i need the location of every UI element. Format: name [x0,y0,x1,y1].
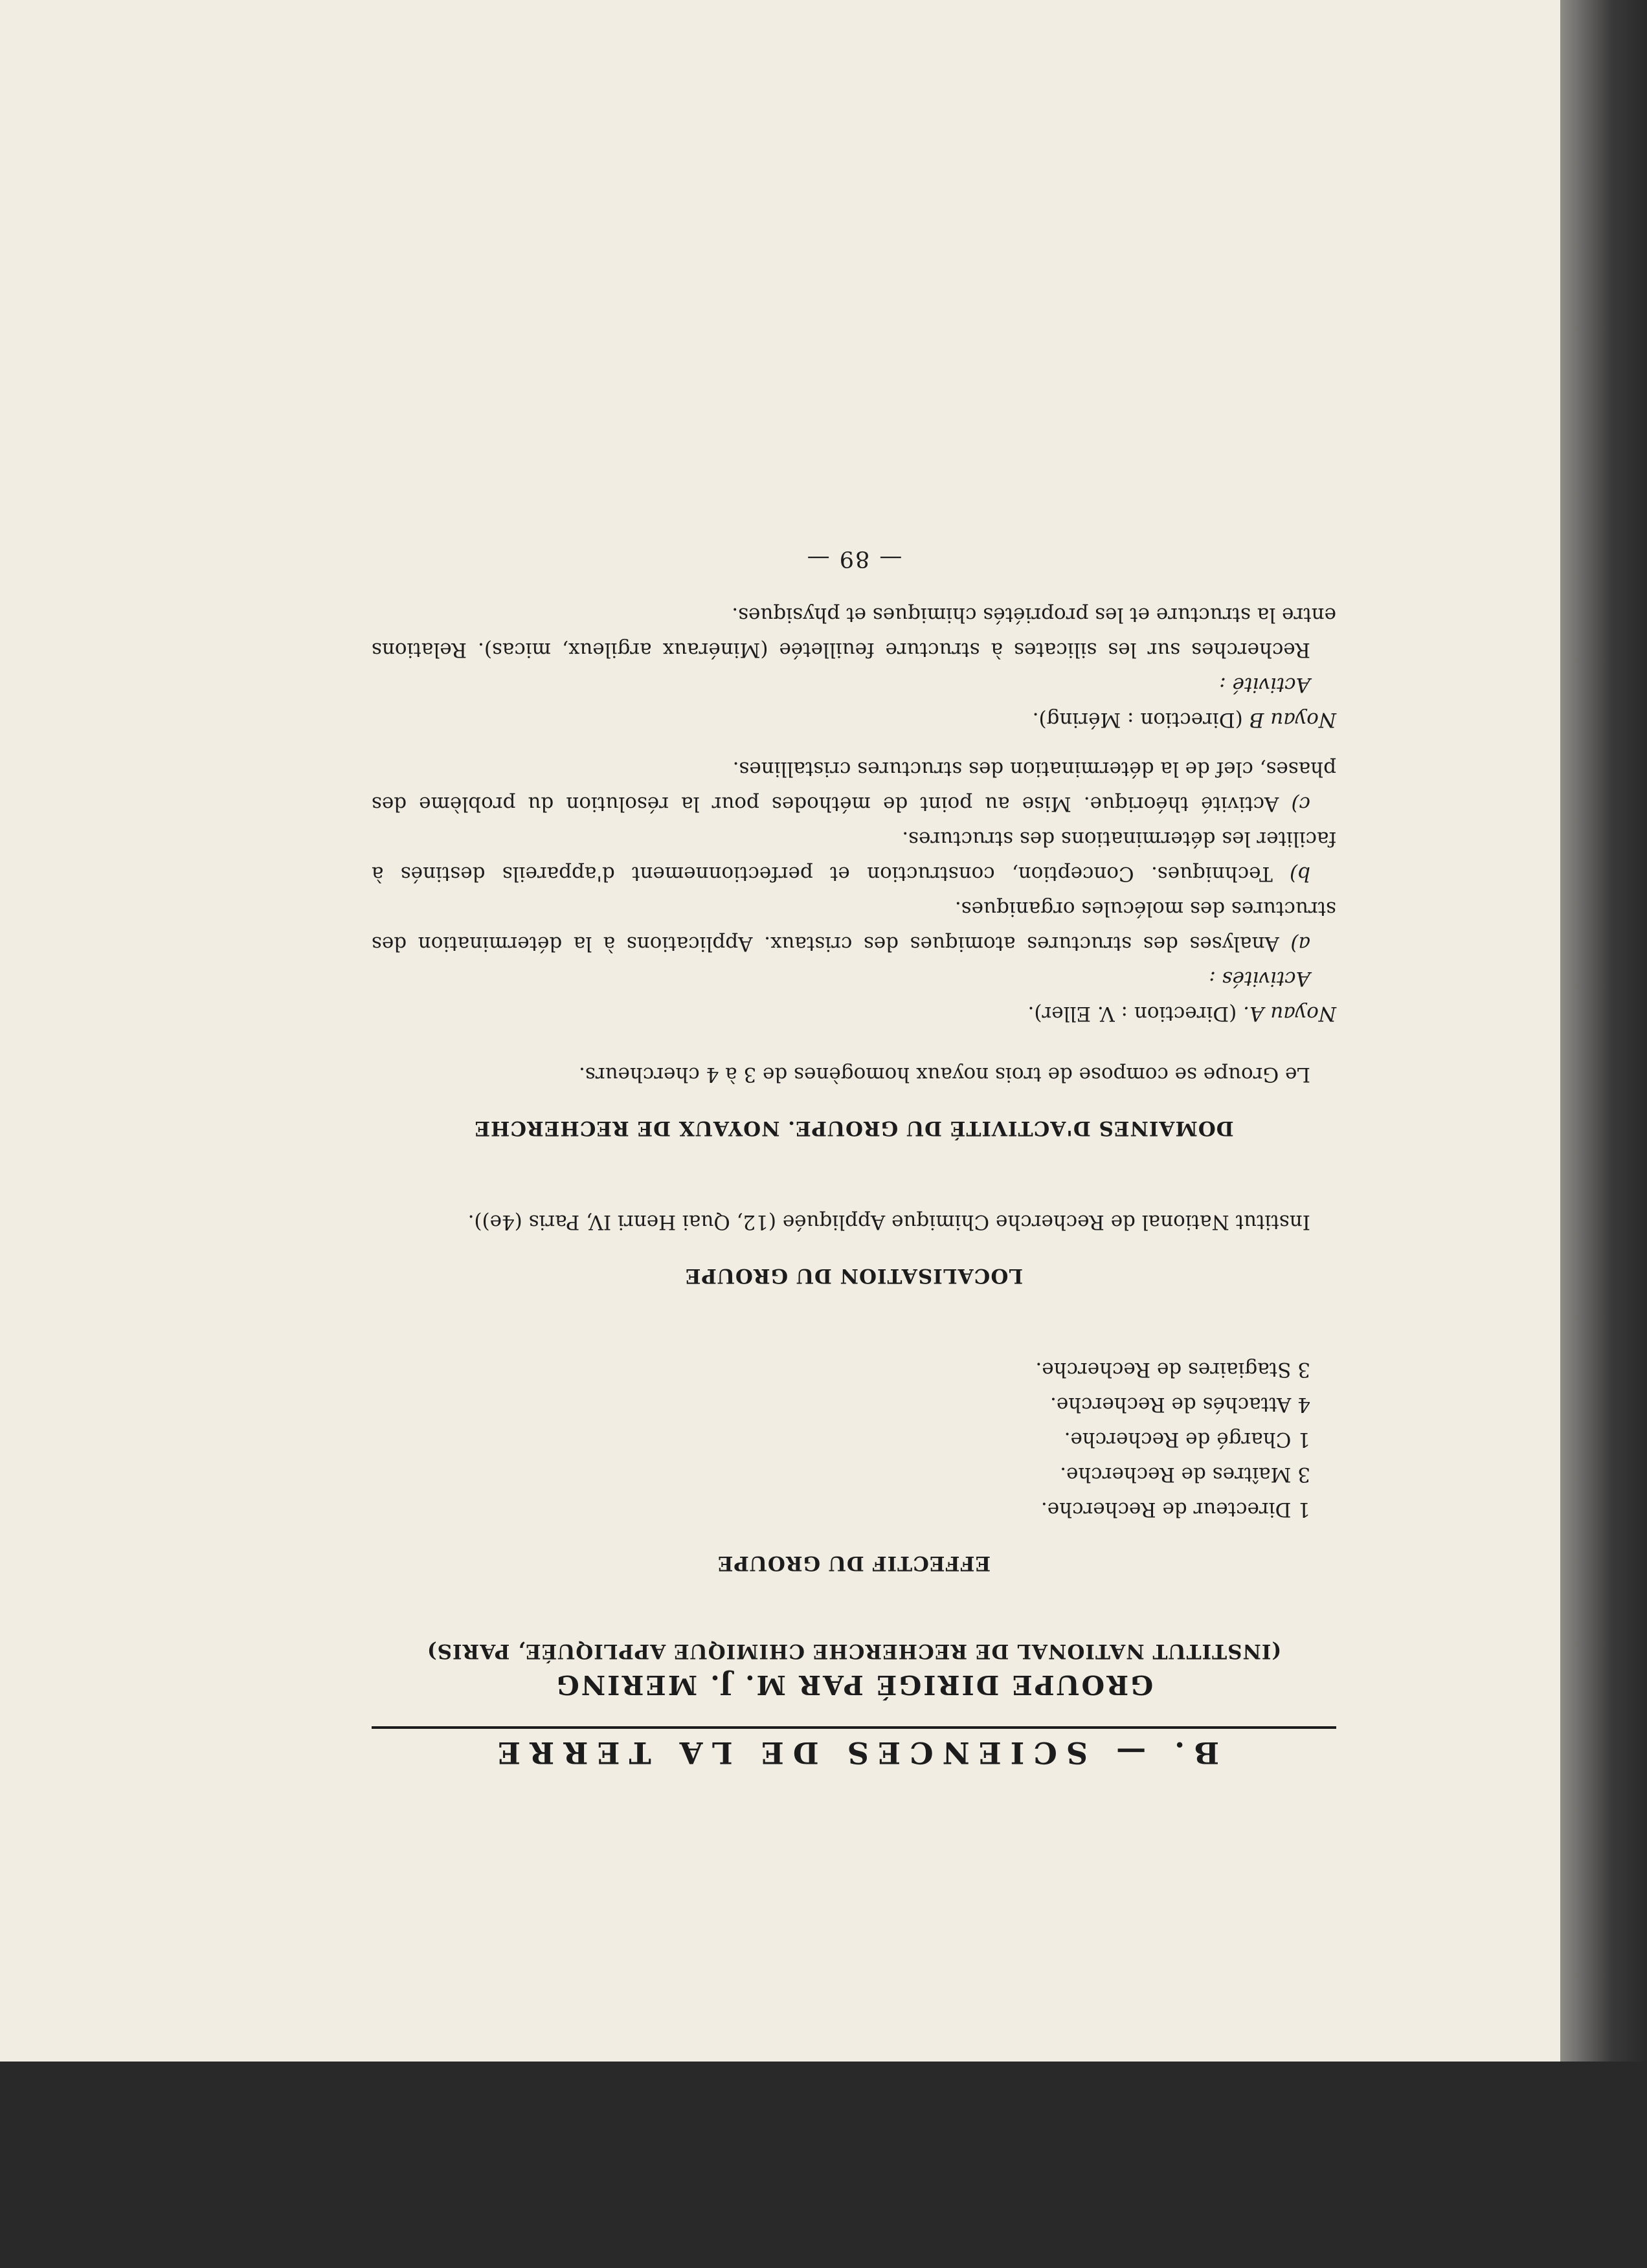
localisation-heading: LOCALISATION DU GROUPE [684,1264,1024,1287]
item-text: Techniques. Conception, construction et perfectionnement d'appareils destinés à faciliter les déterminations des structures. [372,827,1336,885]
group-title: GROUPE DIRIGÉ PAR M. J. MERING [554,1669,1154,1700]
item-label: b) [1290,862,1310,885]
section-title: B. — SCIENCES DE LA TERRE [488,1735,1220,1770]
page-shadow-edge [1560,0,1647,2062]
noyau-b-label: Noyau B [1249,708,1336,731]
domaines-intro: Le Groupe se compose de trois noyaux homogènes de 3 à 4 chercheurs. [579,1063,1310,1086]
title-rule [372,1726,1336,1729]
noyau-b-line [372,702,1336,737]
staff-list [372,1352,1336,1527]
domaines-heading: DOMAINES D'ACTIVITÉ DU GROUPE. NOYAUX DE RECHERCHE [474,1117,1234,1140]
item-label: c) [1291,792,1310,816]
page-number: — 89 — [805,546,902,572]
noyau-a-label: Noyau A. [1243,1002,1336,1025]
item-text: Analyses des structures atomiques des cristaux. Applications à la détermination des structures des molécules organiques. [372,897,1336,955]
staff-item: 1 Directeur de Recherche. [1040,1498,1310,1521]
staff-item: 1 Chargé de Recherche. [1064,1428,1310,1451]
staff-item: 3 Stagiaires de Recherche. [1035,1358,1310,1381]
noyau-a-item [372,751,1336,821]
noyau-b-direction: (Direction : Méring). [1032,708,1243,731]
noyau-a-activites-label: Activités : [1209,967,1310,990]
noyau-a-direction: (Direction : V. Eller). [1027,1002,1237,1025]
localisation-text: Institut National de Recherche Chimique Appliquée (12, Quai Henri IV, Paris (4e)). [467,1210,1310,1234]
group-subtitle: (INSTITUT NATIONAL DE RECHERCHE CHIMIQUE APPLIQUÉE, PARIS) [426,1640,1282,1663]
noyau-b-text: Recherches sur les silicates à structure feuilletée (Minéraux argileux, micas). Relations entre la structure et les propriétés chimiques et physiques. [372,603,1336,662]
page-content [372,495,1336,1770]
effectif-heading: EFFECTIF DU GROUPE [717,1551,991,1575]
item-label: a) [1290,932,1310,955]
noyau-a-item [372,821,1336,891]
item-text: Activité théorique. Mise au point de méthodes pour la résolution du problème des phases, clef de la détermination des structures cristallines. [371,757,1336,816]
noyau-a-line [372,996,1336,1031]
staff-item: 4 Attachés de Recherche. [1049,1393,1310,1416]
noyau-a-item [372,891,1336,961]
noyau-b-activite-label: Activité : [1219,673,1310,696]
staff-item: 3 Maîtres de Recherche. [1060,1463,1310,1486]
